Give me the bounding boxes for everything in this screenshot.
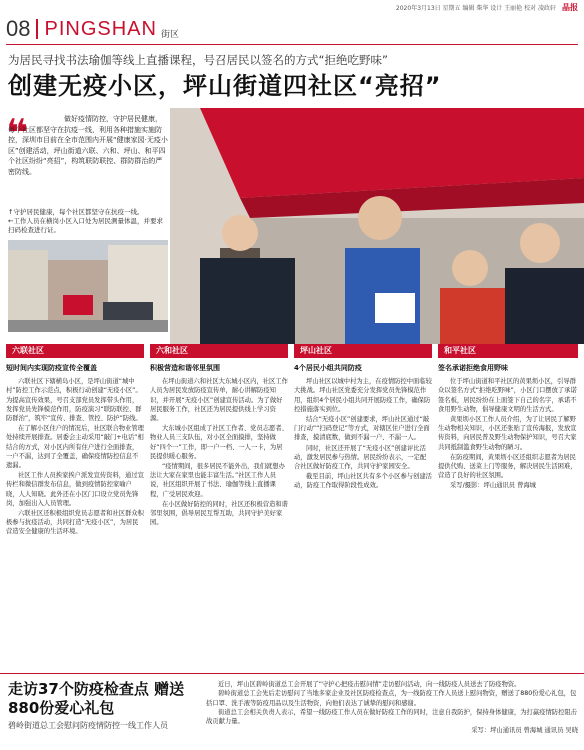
column-tag-pingshan: 坪山社区 (294, 344, 432, 358)
top-info-bar (0, 0, 584, 14)
column-paragraph: 在防疫期间，黄果坜小区还组织志愿者为居民提供代购、送菜上门等服务，解决居民生活困难，营造了良好的社区氛围。 (438, 453, 577, 480)
column-tag-liuhe: 六和社区 (150, 344, 288, 358)
column-liuhe (150, 350, 288, 528)
column-heping (438, 350, 578, 492)
bottom-paragraph: 碧岭街道总工会先后走访慰问了当地多家企业及社区防疫检查点，为一线防疫工作人员送上慰问物资，赠送了880份爱心礼包，包括口罩、洗手液等防疫用品以及生活物资，向他们表达了诚挚的慰问和感谢。 (206, 690, 577, 707)
bottom-body (206, 680, 578, 736)
column-tag-heping: 和平社区 (438, 344, 578, 358)
header-rule (6, 44, 578, 45)
bottom-subheadline: 碧岭街道总工会慰问防疫情防控一线工作人员 (8, 721, 168, 730)
photo-captions (8, 208, 168, 235)
bottom-paragraph: 街道总工会相关负责人表示，希望一线防疫工作人员在做好防疫工作的同时，注意自我防护，保持身体健康，为打赢疫情防控阻击战贡献力量。 (206, 708, 577, 726)
column-liulian (6, 350, 144, 538)
column-paragraph: 结合“无疫小区”创建要求，坪山社区通过“敲门行动”“扫码登记”等方式，对辖区住户进行全面排查，摸清底数，做到不漏一户、不漏一人。 (294, 416, 430, 442)
caption-1: ↑守护居民健康，每个社区都坚守在抗疫一线。 (8, 208, 144, 216)
column-paragraph: 六联社区还积极组织党员志愿者和社区群众积极参与抗疫活动，共同打造“无疫小区”，为居民营造安全健康的生活环境。 (6, 510, 144, 536)
column-paragraph: 黄果坜小区工作人员介绍，为了让居民了解野生动物相关知识，小区还张贴了宣传海报，发放宣传资料，向居民普及野生动物保护知识，号召大家共同抵制滥食野生动物的陋习。 (438, 416, 577, 451)
column-paragraph: 在了解小区住户的情况后，社区联合物业管理处持续开展排查。居委会主动采用“敲门+电话”相结合的方式，对小区内所有住户进行全面排查，一户不漏，达到了全覆盖，确保疫情防控信息不遗漏。 (6, 425, 144, 470)
column-paragraph: 大东城小区组成了社区工作者、党员志愿者、物业人员三支队伍，对小区全面摸排，坚持做好“四个一”工作，即一户一档、一人一卡，为居民提供暖心服务。 (150, 425, 288, 460)
column-paragraph: 在小区做好防控的同时，社区还积极营造和谐邻里氛围，倡导居民互帮互助，共同守护美好家园。 (150, 500, 288, 527)
section-name-cn: 街区 (160, 29, 179, 40)
column-paragraph: 社区工作人员挨家挨户派发宣传资料，通过宣传栏和微信群发布信息，做到疫情防控家喻户晓，人人知晓。此外还在小区门口设立党员先锋岗，加强出入人员管理。 (6, 472, 144, 507)
column-paragraph: 在坪山街道六和社区大东城小区内，社区工作人员为居民发放防疫宣传单，耐心讲解防疫知识，并开展“无疫小区”创建宣传活动。为了做好居民服务工作，社区还为居民提供线上学习资源。 (150, 378, 288, 423)
column-subtitle: 积极营造和谐邻里氛围 (150, 364, 220, 372)
column-paragraph: 位于坪山街道和平社区的黄果坜小区，引导群众以签名方式“拒绝吃野味”，小区门口摆放了承诺签名板，居民纷纷在上面签下自己的名字，承诺不食用野生动物，倡导健康文明的生活方式。 (438, 378, 577, 413)
column-paragraph: 同时，社区还开展了“无疫小区”创建评比活动，激发居民参与热情。居民纷纷表示，一定配合社区做好防疫工作，共同守护家园安全。 (294, 444, 427, 471)
column-tag-liulian: 六联社区 (6, 344, 144, 358)
small-photo (8, 240, 168, 332)
bottom-paragraph: 近日，坪山区碧岭街道总工会开展了“守护心把疫击慰问情”走访慰问活动，向一线防疫人员送去了防疫物资。 (218, 681, 521, 688)
section-name: PINGSHAN (44, 17, 157, 40)
column-paragraph: 采写/摄影：坪山通讯员 曾海城 (450, 482, 536, 490)
bottom-headline: 走访37个防疫检查点 赠送880份爱心礼包 (8, 680, 185, 717)
lead-paragraph: 做好疫情防控，守护居民健康，每个社区都坚守在抗疫一线，利用各种措施实施防控，深圳市目前在全市范围内开展“健康家园·无疫小区”创建活动，坪山街道六联、六和、坪山、和平四个社区纷纷“亮招”，构筑联防联控、群防群治的严密防线。 (8, 115, 168, 176)
page-header (0, 14, 584, 44)
header-divider (36, 19, 38, 39)
date-line: 2020年3月13日 星期五 编辑 柴华 设计 王丽艳 校对 凌政轩 (395, 4, 556, 12)
caption-2: ←工作人员在横岗小区入口处为居民测量体温，并要求扫码检查进行证。 (8, 217, 163, 234)
column-paragraph: 截至目前，坪山社区共有多个小区参与创建活动，防疫工作取得阶段性成效。 (294, 473, 432, 490)
page-number: 08 (6, 16, 31, 41)
quote-mark-icon: ❝ (6, 111, 29, 155)
column-paragraph: “疫情期间，很多居民不能外出，我们就想办法让大家在家里也能丰富生活。”社区工作人员说，社区组织开展了书法、瑜伽等线上直播课程，广受居民欢迎。 (150, 463, 285, 498)
column-pingshan (294, 350, 432, 492)
column-paragraph: 六联社区下辖横岛小区，是坪山街道“城中村”防控工作示范点，积极行动创建“无疫小区”。为提高宣传效果，号召支部党员发挥带头作用，发挥党员先锋模范作用，防疫演习“联防联控、群防群治”，筑牢“宣传、排查、管控、防护”防线。 (6, 378, 142, 423)
subheadline: 为居民寻找书法瑜伽等线上直播课程，号召居民以签名的方式“拒绝吃野味” (8, 53, 388, 67)
newspaper-logo: 晶报 (562, 2, 578, 12)
bottom-byline: 采写：坪山通讯员 曾海城 通讯员 吴晓 (471, 727, 578, 735)
column-paragraph: 坪山社区以城中村为主，在疫情防控中面临较大挑战。坪山社区党委充分发挥党员先锋模范作用，组织4个居民小组共同开展防疫工作，确保防控措施落实到位。 (294, 378, 432, 413)
small-photo-illustration (8, 240, 168, 332)
headline: 创建无疫小区，坪山街道四社区“亮招” (8, 72, 442, 100)
column-subtitle: 签名承诺拒绝食用野味 (438, 364, 508, 372)
column-subtitle: 4个居民小组共同防疫 (294, 364, 362, 372)
column-subtitle: 短时间内实现防疫宣传全覆盖 (6, 364, 97, 372)
